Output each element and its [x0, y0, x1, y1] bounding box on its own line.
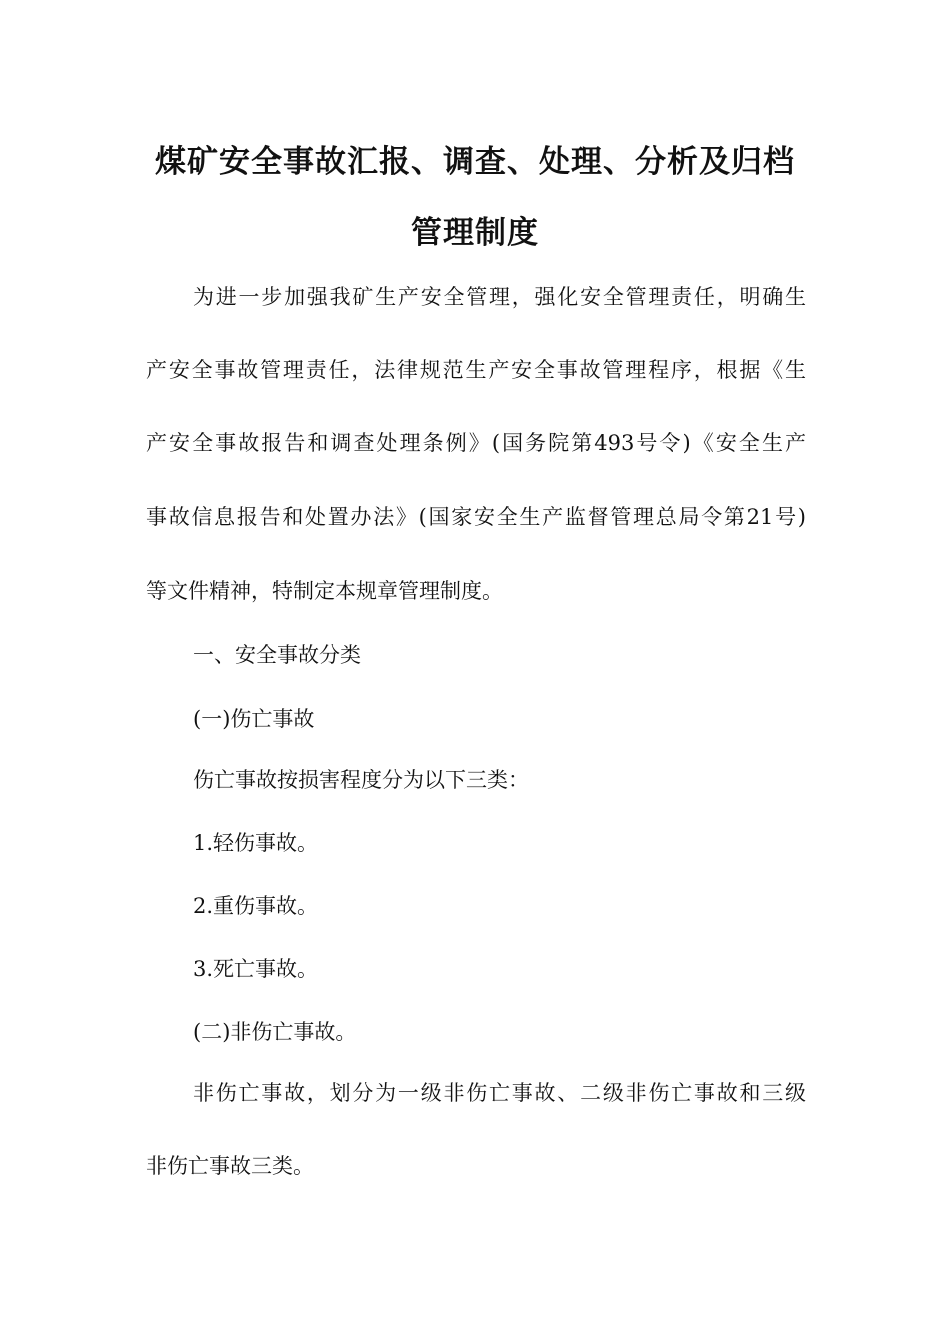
intro-paragraph-line-4: 事故信息报告和处置办法》(国家安全生产监督管理总局令第21号): [146, 505, 806, 529]
intro-paragraph-line-5: 等文件精神，特制定本规章管理制度。: [146, 579, 503, 603]
intro-paragraph-line-1: 为进一步加强我矿生产安全管理，强化安全管理责任，明确生: [193, 285, 806, 309]
list-item: 2.重伤事故。: [193, 894, 319, 918]
subsection-2-description-line-2: 非伤亡事故三类。: [146, 1154, 314, 1178]
list-item: 3.死亡事故。: [193, 957, 319, 981]
list-item: 1.轻伤事故。: [193, 831, 319, 855]
subsection-1-heading: (一)伤亡事故: [193, 707, 315, 731]
document-title-line-1: 煤矿安全事故汇报、调查、处理、分析及归档: [155, 144, 795, 180]
subsection-2-heading: (二)非伤亡事故。: [193, 1020, 357, 1044]
document-title-line-2: 管理制度: [411, 215, 539, 251]
section-1-heading: 一、安全事故分类: [193, 643, 361, 667]
intro-paragraph-line-3: 产安全事故报告和调查处理条例》(国务院第493号令)《安全生产: [146, 431, 806, 455]
subsection-1-description: 伤亡事故按损害程度分为以下三类：: [193, 768, 529, 792]
intro-paragraph-line-2: 产安全事故管理责任，法律规范生产安全事故管理程序，根据《生: [146, 358, 806, 382]
subsection-2-description-line-1: 非伤亡事故，划分为一级非伤亡事故、二级非伤亡事故和三级: [193, 1081, 806, 1105]
